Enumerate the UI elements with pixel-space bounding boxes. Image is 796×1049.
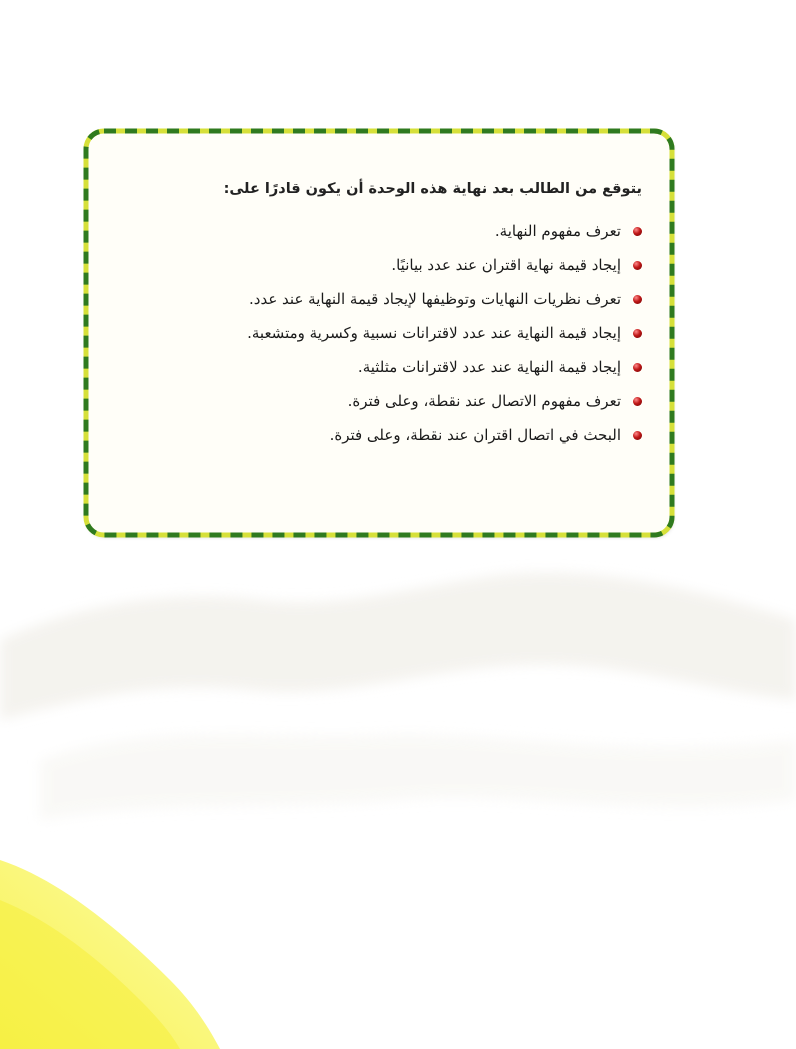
objective-text: البحث في اتصال اقتران عند نقطة، وعلى فترة.	[329, 426, 621, 444]
objective-text: إيجاد قيمة النهاية عند عدد لاقترانات مثلثية.	[357, 358, 621, 376]
bullet-icon	[633, 295, 642, 304]
list-item	[110, 350, 642, 384]
list-item	[110, 248, 642, 282]
objective-text: تعرف مفهوم الاتصال عند نقطة، وعلى فترة.	[347, 392, 621, 410]
list-item	[110, 384, 642, 418]
objective-text: إيجاد قيمة النهاية عند عدد لاقترانات نسبية وكسرية ومتشعبة.	[247, 324, 621, 342]
background-swirl	[0, 573, 796, 720]
objectives-list	[110, 214, 642, 452]
objectives-content	[110, 178, 642, 452]
objective-text: تعرف مفهوم النهاية.	[494, 222, 621, 240]
bullet-icon	[633, 261, 642, 270]
background-swirl-light	[40, 734, 796, 820]
list-item	[110, 282, 642, 316]
bullet-icon	[633, 363, 642, 372]
list-item	[110, 418, 642, 452]
objective-text: تعرف نظريات النهايات وتوظيفها لإيجاد قيمة النهاية عند عدد.	[249, 290, 621, 308]
objective-text: إيجاد قيمة نهاية اقتران عند عدد بيانيًا.	[391, 256, 621, 274]
list-item	[110, 214, 642, 248]
bullet-icon	[633, 329, 642, 338]
list-item	[110, 316, 642, 350]
bullet-icon	[633, 397, 642, 406]
bullet-icon	[633, 227, 642, 236]
bullet-icon	[633, 431, 642, 440]
objectives-intro: يتوقع من الطالب بعد نهاية هذه الوحدة أن يكون قادرًا على:	[223, 181, 642, 197]
